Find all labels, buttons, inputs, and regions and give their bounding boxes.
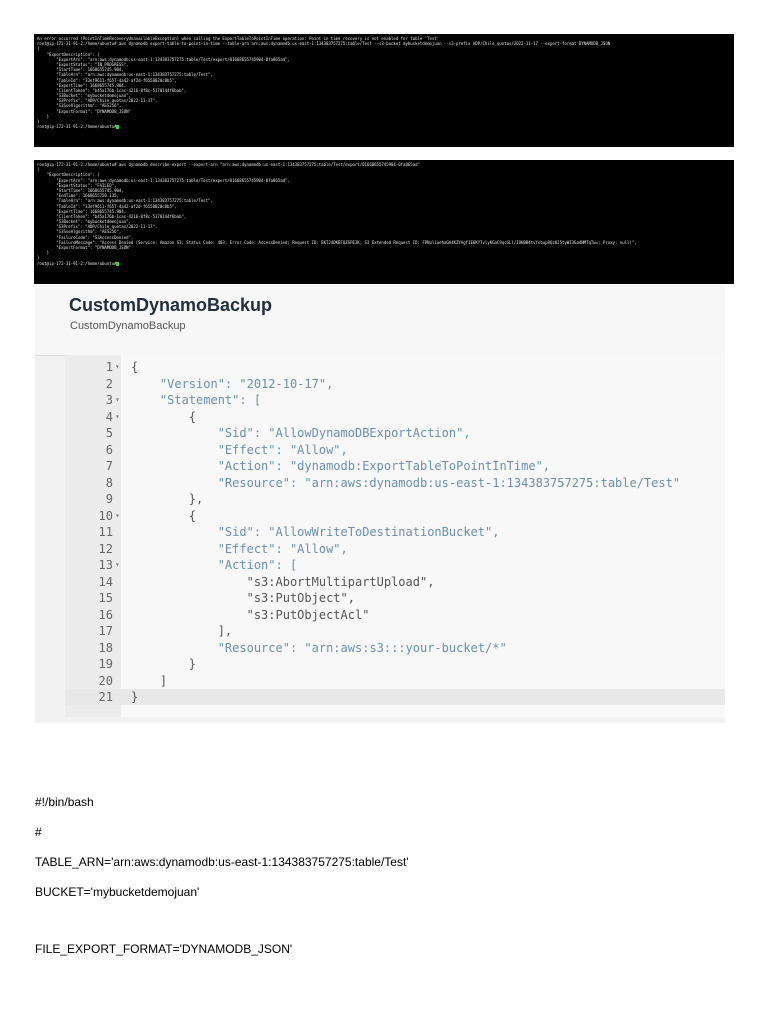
- code-line[interactable]: [65, 508, 725, 524]
- line-number: 2: [105, 376, 113, 391]
- line-number: 12: [98, 541, 113, 556]
- code-text: "Version": "2012-10-17",: [131, 376, 334, 391]
- terminal-line: "ExportFormat": "DYNAMODB_JSON": [37, 245, 131, 250]
- code-text: "Sid": "AllowWriteToDestinationBucket",: [131, 525, 500, 539]
- fold-toggle-icon[interactable]: ▾: [115, 510, 120, 520]
- terminal-line: "FailureMessage": "Access Denied (Service: Amazon S3; Status Code: 403; Error Code: AccessDenied; Request ID: EKTJ4DKEFQZSPE3K; S3 Extended Request ID: FPNuliuehaGA4KZYAgf1E6KYTvlyKGaC9qcGLl/IOHBB4tvYvbup8Qz0J5tyWI3Ga4NMTqTw=; Proxy: null)",: [37, 239, 637, 245]
- fold-toggle-icon[interactable]: ▾: [115, 411, 120, 421]
- terminal-line: "TableId": "33ef9611-f657-4a42-af2d-f6558020c8b5",: [37, 203, 177, 209]
- code-line[interactable]: [65, 491, 725, 507]
- fold-toggle-icon[interactable]: ▾: [115, 560, 120, 569]
- code-text: "Action": "dynamodb:ExportTableToPointInTime",: [131, 459, 551, 473]
- terminal-line: "ExportStatus": "FAILED",: [37, 182, 117, 188]
- terminal-line: }: [37, 255, 40, 261]
- terminal-line: "TableArn": "arn:aws:dynamodb:us-east-1:134383757275:table/Test",: [37, 72, 213, 78]
- terminal-line: "S3Prefix": "ADP/Chile_quotas/2022-11-17",: [37, 98, 158, 104]
- code-text: {: [131, 360, 139, 374]
- line-number: 5: [105, 426, 113, 440]
- line-number: 15: [98, 591, 113, 605]
- script-shebang: #!/bin/bash: [35, 795, 94, 809]
- terminal-line: }: [37, 119, 40, 124]
- terminal-cursor: [116, 125, 119, 129]
- code-line[interactable]: [65, 689, 725, 705]
- line-number: 21: [98, 690, 113, 704]
- terminal-line: "ExportTime": 1668655745.904,: [37, 208, 127, 214]
- code-text: "s3:PutObjectAcl": [131, 607, 370, 622]
- line-number: 17: [98, 624, 113, 638]
- code-text: "Effect": "Allow",: [131, 442, 348, 457]
- code-text: },: [131, 492, 204, 506]
- terminal-line: "S3Prefix": "ADP/Chile_quotas/2022-11-17",: [37, 224, 158, 230]
- line-number: 1: [105, 360, 113, 374]
- code-line[interactable]: [65, 656, 725, 672]
- script-comment: #: [35, 825, 42, 839]
- code-line[interactable]: [65, 524, 725, 540]
- terminal-line: "S3Bucket": "mybucketdemojuan",: [37, 219, 131, 225]
- line-number: 18: [98, 640, 113, 655]
- terminal-screenshot-export: [34, 34, 734, 147]
- code-line[interactable]: [65, 475, 725, 491]
- code-line[interactable]: [65, 607, 725, 623]
- code-line[interactable]: [65, 392, 725, 408]
- code-text: "s3:AbortMultipartUpload",: [131, 574, 435, 589]
- line-number: 13: [98, 558, 113, 572]
- terminal-line: root@ip-172-31-91-2:/home/ubuntu#: [37, 124, 731, 129]
- line-number: 8: [105, 475, 113, 490]
- terminal-line: "ExportDescription": {: [37, 172, 100, 178]
- terminal-line: "TableArn": "arn:aws:dynamodb:us-east-1:134383757275:table/Test",: [37, 198, 213, 204]
- terminal-line: "StartTime": 1668655745.904,: [37, 187, 124, 193]
- terminal-line: "TableId": "33ef9611-f657-4a42-af2d-f6558020c8b5",: [37, 77, 177, 83]
- line-number: 20: [98, 673, 113, 688]
- line-number: 19: [98, 657, 113, 671]
- terminal-screenshot-describe-export: [34, 160, 734, 284]
- policy-editor-panel: [35, 285, 725, 723]
- code-text: "s3:PutObject",: [131, 591, 355, 605]
- terminal-line: "FailureCode": "S3AccessDenied",: [37, 234, 134, 240]
- code-text: "Action": [: [131, 558, 298, 572]
- line-number: 4: [105, 409, 113, 424]
- terminal-line: "ClientToken": "b45a176b-1cac-4216-8f8c-5170144f6bab",: [37, 87, 187, 93]
- terminal-line: }: [37, 250, 50, 256]
- code-line[interactable]: [65, 541, 725, 557]
- terminal-line: "EndTime": 1668655750.135,: [37, 193, 119, 199]
- code-text: "Sid": "AllowDynamoDBExportAction",: [131, 426, 471, 440]
- terminal-line: root@ip-172-31-91-2:/home/ubuntu# aws dynamodb export-table-to-point-in-time --table-arn arn:aws:dynamodb:us-east-1:134383757275:table/Test --s3-bucket mybucketdemojuan --s3-prefix ADP/Chile_quotas/2022-11-17 --export-format DYNAMODB_JSON: [37, 41, 611, 47]
- terminal-line: "ExportDescription": {: [37, 51, 100, 57]
- script-bucket: BUCKET='mybucketdemojuan': [35, 885, 200, 899]
- code-text: "Resource": "arn:aws:dynamodb:us-east-1:134383757275:table/Test": [131, 475, 681, 490]
- terminal-line: "StartTime": 1668655745.904,: [37, 67, 124, 73]
- code-line[interactable]: [65, 557, 725, 573]
- terminal-line: root@ip-172-31-91-2:/home/ubuntu#: [37, 261, 731, 266]
- policy-subtitle: CustomDynamoBackup: [70, 320, 186, 332]
- line-number: 9: [105, 492, 113, 506]
- policy-title: CustomDynamoBackup: [69, 295, 273, 315]
- line-number: 3: [105, 393, 113, 407]
- code-line[interactable]: [65, 623, 725, 639]
- terminal-line: "S3Bucket": "mybucketdemojuan",: [37, 93, 131, 99]
- terminal-cursor: [116, 262, 119, 266]
- terminal-line: "S3SseAlgorithm": "AES256",: [37, 103, 122, 109]
- terminal-line: }: [37, 113, 50, 119]
- code-line[interactable]: [65, 409, 725, 425]
- script-table-arn: TABLE_ARN='arn:aws:dynamodb:us-east-1:134383757275:table/Test': [35, 855, 409, 869]
- line-number: 14: [98, 574, 113, 589]
- terminal-line: "S3SseAlgorithm": "AES256",: [37, 229, 122, 235]
- code-line[interactable]: [65, 359, 725, 375]
- terminal-line: {: [37, 46, 40, 52]
- line-number: 7: [105, 459, 113, 473]
- terminal-line: "ExportArn": "arn:aws:dynamodb:us-east-1:134383757275:table/Test/export/01668655745904-0fa865ad",: [37, 177, 290, 183]
- policy-editor-header: [35, 285, 725, 356]
- code-line[interactable]: [65, 425, 725, 441]
- terminal-line: "ExportTime": 1668655745.904,: [37, 82, 127, 88]
- line-number: 6: [105, 442, 113, 457]
- terminal-line: root@ip-172-31-91-2:/home/ubuntu# aws dynamodb describe-export --export-arn "arn:aws:dynamodb:us-east-1:134383757275:table/Test/export/01668655745904-0fa865ad": [37, 162, 420, 167]
- line-number: 16: [98, 607, 113, 622]
- code-text: {: [131, 409, 197, 424]
- code-line[interactable]: [65, 673, 725, 689]
- terminal-line: "ClientToken": "b45a176b-1cac-4216-8f8c-5170144f6bab",: [37, 213, 187, 219]
- fold-toggle-icon[interactable]: ▾: [115, 362, 120, 371]
- terminal-line: "ExportFormat": "DYNAMODB_JSON": [37, 108, 131, 114]
- code-text: "Effect": "Allow",: [131, 541, 348, 556]
- line-number: 11: [98, 525, 113, 539]
- terminal-line: "ExportArn": "arn:aws:dynamodb:us-east-1:134383757275:table/Test/export/01668655745904-0fa865ad",: [37, 56, 290, 62]
- code-text: }: [131, 690, 139, 704]
- code-line[interactable]: [65, 640, 725, 656]
- code-text: "Resource": "arn:aws:s3:::your-bucket/*": [131, 640, 507, 655]
- code-text: }: [131, 657, 197, 671]
- code-text: ]: [131, 673, 168, 688]
- terminal-line: An error occurred (PointInTimeRecoveryUnavailableException) when calling the ExportTableToPointInTime operation: Point in time recovery is not enabled for table 'Test': [37, 36, 440, 41]
- fold-toggle-icon[interactable]: ▾: [115, 395, 120, 404]
- code-text: {: [131, 508, 197, 523]
- line-number: 10: [98, 508, 113, 523]
- json-code-editor[interactable]: [65, 355, 725, 717]
- terminal-line: {: [37, 167, 40, 173]
- code-text: "Statement": [: [131, 393, 262, 407]
- terminal-line: "ExportStatus": "IN_PROGRESS",: [37, 61, 129, 67]
- code-text: ],: [131, 624, 233, 638]
- code-line[interactable]: [65, 376, 725, 392]
- code-line[interactable]: [65, 442, 725, 458]
- code-line[interactable]: [65, 590, 725, 606]
- code-line[interactable]: [65, 458, 725, 474]
- script-export-format: FILE_EXPORT_FORMAT='DYNAMODB_JSON': [35, 942, 293, 956]
- code-line[interactable]: [65, 574, 725, 590]
